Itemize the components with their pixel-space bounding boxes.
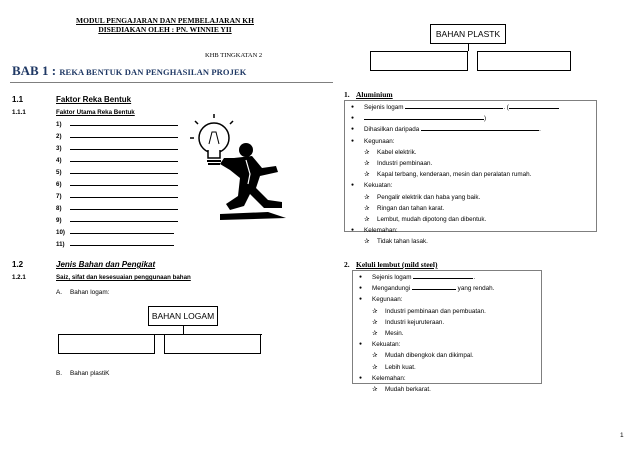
aluminium-number: 1. bbox=[344, 90, 350, 99]
item-b-label: B. bbox=[56, 370, 63, 377]
list-item: ● Kegunaan: bbox=[359, 294, 537, 305]
chapter-label: BAB 1 : bbox=[12, 63, 57, 78]
list-item: 11) bbox=[56, 239, 178, 251]
aluminium-box bbox=[344, 100, 597, 246]
answer-blank[interactable] bbox=[509, 102, 559, 109]
answer-blank[interactable] bbox=[412, 283, 456, 290]
section-1-sub-number: 1.1.1 bbox=[12, 109, 26, 116]
answer-box[interactable] bbox=[477, 51, 571, 71]
list-item: ✰ Lembut, mudah dipotong dan dibentuk. bbox=[351, 214, 592, 225]
header-line-2: DISEDIAKAN OLEH : PN. WINNIE YII bbox=[98, 25, 232, 34]
list-item: ● Kelemahan: bbox=[351, 225, 592, 236]
list-item: ✰ Mudah dibengkok dan dikimpal. bbox=[359, 350, 537, 361]
list-item: ✰ Industri kejuruteraan. bbox=[359, 317, 537, 328]
section-2-sub-number: 1.2.1 bbox=[12, 274, 26, 281]
list-item: 3) bbox=[56, 143, 178, 155]
keluli-box bbox=[352, 270, 542, 394]
list-item: ✰ Ringan dan tahan karat. bbox=[351, 203, 592, 214]
answer-blank[interactable] bbox=[70, 215, 178, 222]
item-a-text: Bahan logam: bbox=[70, 289, 110, 296]
chapter-name: REKA BENTUK DAN PENGHASILAN PROJEK bbox=[59, 67, 247, 77]
list-item: 9) bbox=[56, 215, 178, 227]
list-item: ✰ Kabel elektrik. bbox=[351, 147, 592, 158]
list-item: 2) bbox=[56, 131, 178, 143]
list-item: ● Dihasilkan daripada . bbox=[351, 124, 592, 135]
list-item: ● Mengandungi yang rendah. bbox=[359, 283, 537, 294]
businessman-lightbulb-icon bbox=[190, 114, 286, 220]
list-item: ✰ Lebih kuat. bbox=[359, 362, 537, 373]
header-subtitle: KHB TINGKATAN 2 bbox=[205, 52, 263, 59]
answer-box[interactable] bbox=[58, 334, 155, 354]
list-item: ✰ Tidak tahan lasak. bbox=[351, 236, 592, 247]
answer-box[interactable] bbox=[164, 334, 261, 354]
answer-blank[interactable] bbox=[70, 155, 178, 162]
answer-box[interactable] bbox=[370, 51, 468, 71]
answer-blank[interactable] bbox=[70, 167, 178, 174]
list-item: ● Sejenis logam . ( bbox=[351, 102, 592, 113]
list-item: ● Sejenis logam . bbox=[359, 272, 537, 283]
factor-list bbox=[56, 119, 178, 251]
list-item: 1) bbox=[56, 119, 178, 131]
plastic-diagram-label: BAHAN PLASTK bbox=[430, 24, 506, 44]
item-a-label: A. bbox=[56, 289, 63, 296]
answer-blank[interactable] bbox=[70, 179, 178, 186]
list-item: ✰ Mudah berkarat. bbox=[359, 384, 537, 395]
section-2-sub-title: Saiz, sifat dan kesesuaian penggunaan bahan bbox=[56, 274, 191, 281]
list-item: 8) bbox=[56, 203, 178, 215]
metal-diagram-label: BAHAN LOGAM bbox=[148, 306, 218, 326]
list-item: ✰ Industri pembinaan dan pembuatan. bbox=[359, 306, 537, 317]
header-line-1: MODUL PENGAJARAN DAN PEMBELAJARAN KH bbox=[76, 16, 254, 25]
section-2-number: 1.2 bbox=[12, 260, 24, 269]
answer-blank[interactable] bbox=[364, 113, 484, 120]
answer-blank[interactable] bbox=[70, 119, 178, 126]
answer-blank[interactable] bbox=[70, 143, 178, 150]
list-item: 5) bbox=[56, 167, 178, 179]
list-item: ● Kegunaan: bbox=[351, 136, 592, 147]
section-1-sub-title: Faktor Utama Reka Bentuk bbox=[56, 109, 135, 116]
answer-blank[interactable] bbox=[70, 203, 178, 210]
keluli-title: Keluli lembut (mild steel) bbox=[356, 260, 438, 269]
list-item: ● Kelemahan: bbox=[359, 373, 537, 384]
list-item: ✰ Mesin. bbox=[359, 328, 537, 339]
aluminium-title: Aluminium bbox=[356, 90, 393, 99]
answer-blank[interactable] bbox=[70, 239, 174, 246]
chapter-title bbox=[12, 63, 246, 79]
list-item: 10) bbox=[56, 227, 178, 239]
module-header bbox=[50, 16, 280, 34]
answer-blank[interactable] bbox=[70, 191, 178, 198]
list-item: 4) bbox=[56, 155, 178, 167]
list-item: 6) bbox=[56, 179, 178, 191]
list-item: ● Kekuatan: bbox=[351, 180, 592, 191]
list-item: ✰ Pengalir elektrik dan haba yang baik. bbox=[351, 192, 592, 203]
list-item: ✰ Industri pembinaan. bbox=[351, 158, 592, 169]
chapter-divider bbox=[10, 82, 333, 83]
answer-blank[interactable] bbox=[405, 102, 503, 109]
list-item: 7) bbox=[56, 191, 178, 203]
section-1-number: 1.1 bbox=[12, 95, 24, 104]
keluli-number: 2. bbox=[344, 260, 350, 269]
section-1-title: Faktor Reka Bentuk bbox=[56, 95, 132, 104]
connector-line bbox=[468, 44, 469, 51]
connector-line bbox=[183, 326, 184, 334]
answer-blank[interactable] bbox=[70, 131, 178, 138]
answer-blank[interactable] bbox=[413, 272, 473, 279]
answer-blank[interactable] bbox=[421, 124, 539, 131]
answer-blank[interactable] bbox=[70, 227, 174, 234]
section-2-title: Jenis Bahan dan Pengikat bbox=[56, 260, 156, 269]
list-item: ● ) bbox=[351, 113, 592, 124]
list-item: ● Kekuatan: bbox=[359, 339, 537, 350]
page-number: 1 bbox=[620, 432, 624, 439]
list-item: ✰ Kapal terbang, kenderaan, mesin dan peralatan rumah. bbox=[351, 169, 592, 180]
item-b-text: Bahan plastiK bbox=[70, 370, 110, 377]
